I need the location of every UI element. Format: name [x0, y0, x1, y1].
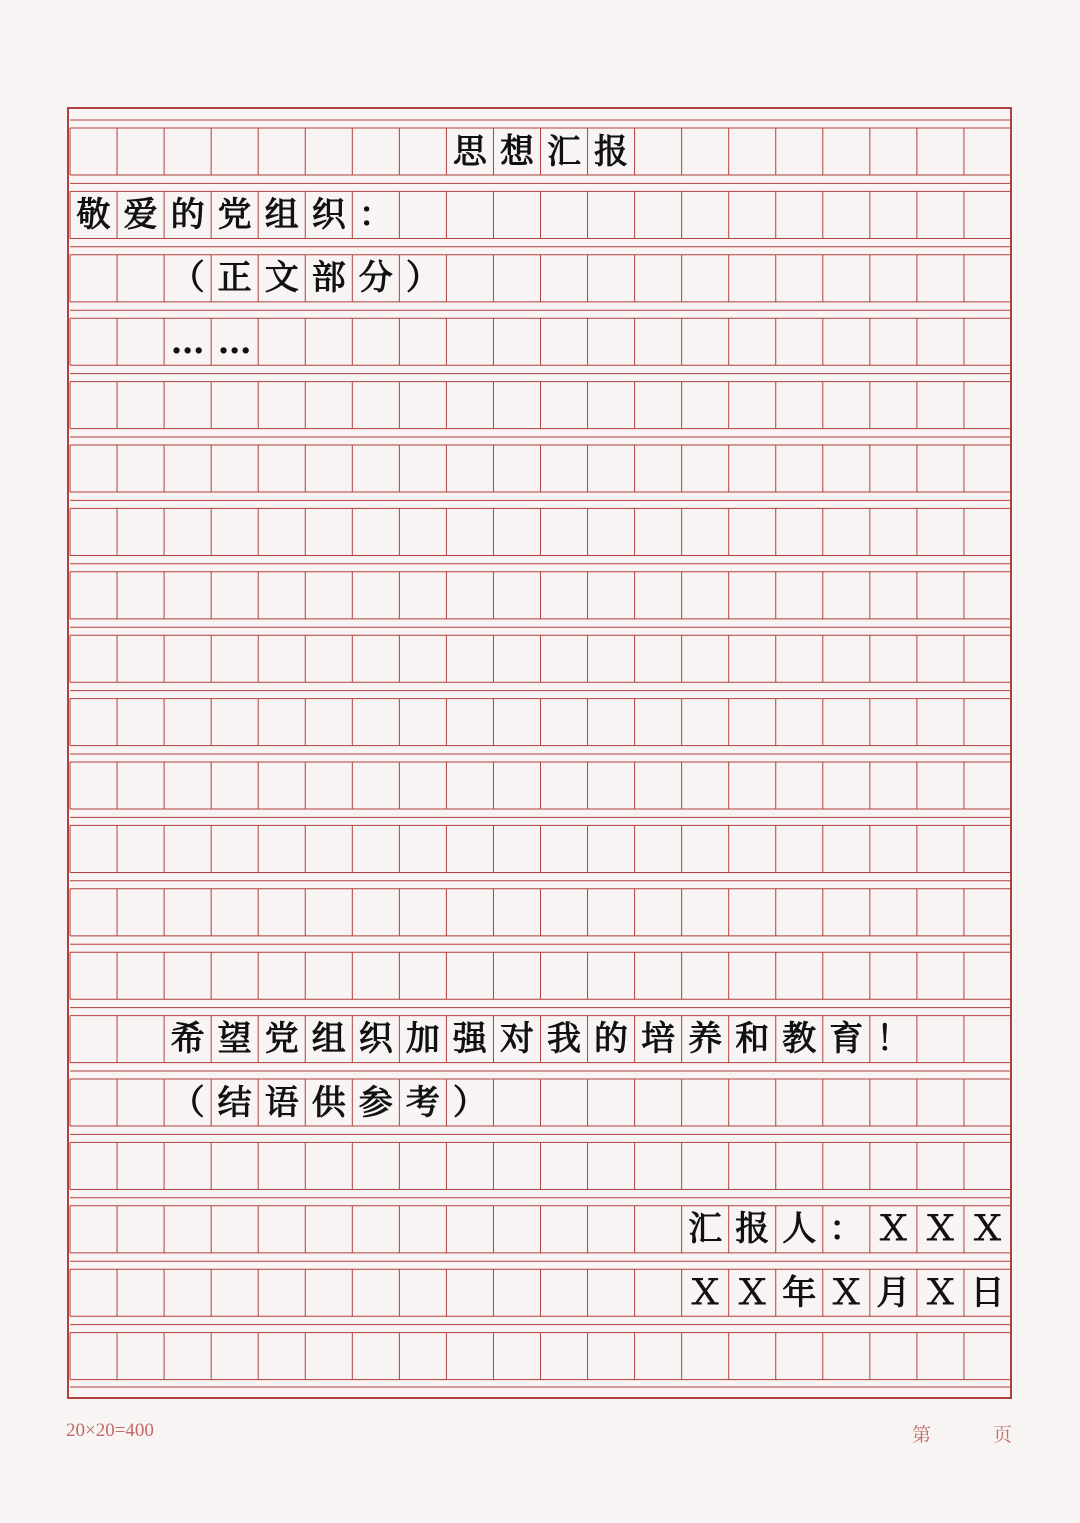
manuscript-character: 织 [311, 194, 346, 235]
manuscript-character: 部 [311, 258, 346, 299]
manuscript-character: 参 [358, 1082, 393, 1123]
manuscript-character: 分 [358, 258, 393, 299]
manuscript-character: ： [829, 1209, 864, 1250]
manuscript-character: 月 [876, 1272, 911, 1313]
manuscript-character: 敬 [76, 194, 111, 235]
manuscript-character: Ｘ [688, 1272, 723, 1313]
manuscript-character: 爱 [123, 194, 158, 235]
manuscript-character: 结 [217, 1082, 252, 1123]
manuscript-character: 加 [405, 1019, 440, 1060]
manuscript-character: 组 [311, 1019, 346, 1060]
manuscript-character: 育 [829, 1019, 864, 1060]
manuscript-character: 教 [782, 1019, 817, 1060]
manuscript-character: Ｘ [970, 1209, 1005, 1250]
manuscript-character: 的 [594, 1019, 629, 1060]
manuscript-character: 汇 [688, 1209, 723, 1250]
manuscript-character: （ [170, 1082, 205, 1123]
page-label-prefix: 第 [912, 1425, 932, 1446]
manuscript-character: 语 [264, 1082, 299, 1123]
manuscript-character: 希 [170, 1019, 205, 1060]
manuscript-character: 强 [452, 1019, 487, 1060]
manuscript-character: ： [358, 194, 393, 235]
manuscript-character: 汇 [547, 131, 581, 172]
grid-size-label: 20×20=400 [66, 1420, 154, 1441]
manuscript-character: 党 [217, 194, 252, 235]
manuscript-character: Ｘ [829, 1272, 864, 1313]
manuscript-character: 考 [405, 1082, 440, 1123]
manuscript-character: 养 [688, 1019, 723, 1060]
page-label-suffix: 页 [993, 1425, 1013, 1446]
manuscript-character: 年 [782, 1272, 817, 1313]
manuscript-character: 文 [264, 258, 299, 299]
manuscript-character: 组 [264, 194, 299, 235]
manuscript-character: 报 [594, 131, 629, 172]
manuscript-character: 想 [499, 131, 534, 172]
manuscript-character: Ｘ [735, 1272, 770, 1313]
manuscript-character: ） [452, 1082, 487, 1123]
page-number-label [912, 1420, 1012, 1447]
manuscript-character: Ｘ [876, 1209, 911, 1250]
manuscript-character: 我 [547, 1019, 581, 1060]
manuscript-character: … [170, 321, 205, 362]
manuscript-character: 党 [264, 1019, 299, 1060]
manuscript-character: 日 [970, 1272, 1005, 1313]
manuscript-character: 思 [452, 131, 487, 172]
manuscript-character: （ [170, 258, 205, 299]
manuscript-character: 织 [358, 1019, 393, 1060]
manuscript-character: 的 [170, 194, 205, 235]
manuscript-character: 培 [641, 1019, 676, 1060]
manuscript-character: ！ [876, 1019, 911, 1060]
manuscript-character: 和 [735, 1019, 770, 1060]
manuscript-character: ） [405, 258, 440, 299]
manuscript-character: Ｘ [923, 1272, 958, 1313]
manuscript-character: 供 [311, 1082, 346, 1123]
manuscript-character: … [217, 321, 252, 362]
manuscript-character: 望 [217, 1019, 252, 1060]
manuscript-character: 报 [735, 1209, 770, 1250]
manuscript-character: 正 [217, 258, 252, 299]
manuscript-character: 人 [782, 1209, 817, 1250]
manuscript-character: Ｘ [923, 1209, 958, 1250]
manuscript-character: 对 [499, 1019, 534, 1060]
